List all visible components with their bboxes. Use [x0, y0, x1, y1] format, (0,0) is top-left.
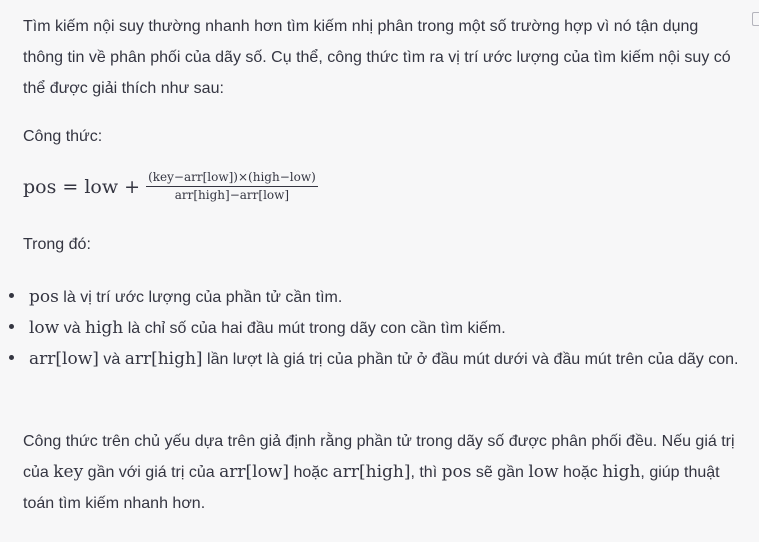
copy-icon[interactable]	[752, 12, 759, 26]
math-pos: pos	[29, 287, 59, 307]
bullet-text: là vị trí ước lượng của phần tử cần tìm.	[58, 289, 343, 306]
formula-fraction	[146, 170, 318, 203]
math-key: key	[53, 462, 84, 482]
math-low: low	[29, 318, 60, 338]
math-arr-low: arr[low]	[29, 349, 99, 369]
intro-paragraph: Tìm kiếm nội suy thường nhanh hơn tìm kiếm nhị phân trong một số trường hợp vì nó tận dụng thông tin về phân phối của dãy số. Cụ thể, công thức tìm ra vị trí ước lượng của tìm kiếm nội suy có thể được giải thích như sau:	[23, 18, 731, 97]
text-run: hoặc	[289, 464, 333, 481]
conclusion-paragraph	[23, 426, 738, 519]
list-item	[9, 313, 744, 344]
bullet-connector: và	[98, 351, 125, 368]
bullet-text: là chỉ số của hai đầu mút trong dãy con cần tìm kiếm.	[123, 320, 506, 337]
text-run: Công thức trên chủ yếu dựa trên giả định rằng phần tử trong dãy số được phân phối đều. Nếu giá trị của	[23, 433, 735, 481]
math-low: low	[528, 462, 559, 482]
list-item	[9, 344, 744, 375]
text-run: gần với giá trị của	[83, 464, 220, 481]
formula	[23, 170, 318, 203]
text-run: , thì	[410, 464, 442, 481]
math-high: high	[85, 318, 124, 338]
formula-lhs: pos = low +	[23, 175, 141, 198]
formula-numerator: (key−arr[low])×(high−low)	[146, 170, 318, 187]
math-high: high	[602, 462, 641, 482]
list-item	[9, 282, 744, 313]
math-arr-low: arr[low]	[219, 462, 289, 482]
definition-list	[9, 282, 744, 375]
text-run: sẽ gần	[471, 464, 529, 481]
math-arr-high: arr[high]	[332, 462, 411, 482]
text-run: , giúp thuật toán tìm kiếm nhanh hơn.	[23, 464, 720, 512]
bullet-connector: và	[59, 320, 86, 337]
math-pos: pos	[441, 462, 472, 482]
text-run: hoặc	[558, 464, 603, 481]
math-arr-high: arr[high]	[124, 349, 203, 369]
formula-label: Công thức:	[23, 128, 103, 145]
formula-denominator: arr[high]−arr[low]	[174, 188, 290, 202]
where-label: Trong đó:	[23, 236, 91, 253]
bullet-text: lần lượt là giá trị của phần tử ở đầu mút dưới và đầu mút trên của dãy con.	[202, 351, 739, 368]
